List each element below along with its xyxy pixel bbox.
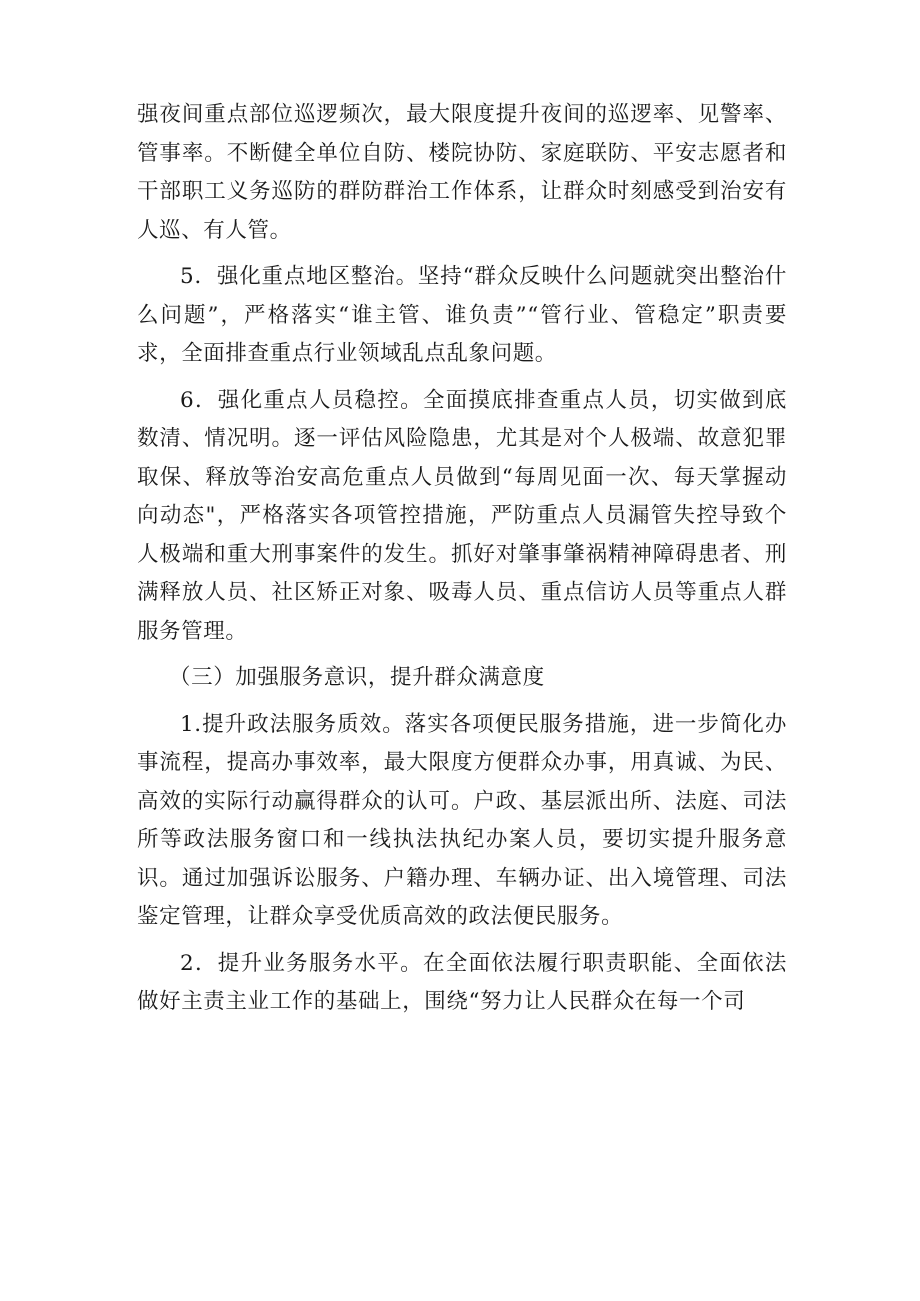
section-heading-3: （三）加强服务意识，提升群众满意度 xyxy=(169,665,545,690)
list-item-2-business-service-level: 2．提升业务服务水平。在全面依法履行职责职能、全面依法做好主责主业工作的基础上，围绕“努力让人民群众在每一个司 xyxy=(137,950,787,1014)
document-body xyxy=(137,96,787,1022)
list-item-5-key-area-rectification: 5．强化重点地区整治。坚持“群众反映什么问题就突出整治什么问题”，严格落实“谁主管、谁负责”“管行业、管稳定”职责要求，全面排查重点行业领域乱点乱象问题。 xyxy=(137,264,787,366)
body-paragraph-continuation: 强夜间重点部位巡逻频次，最大限度提升夜间的巡逻率、见警率、管事率。不断健全单位自防、楼院协防、家庭联防、平安志愿者和干部职工义务巡防的群防群治工作体系，让群众时刻感受到治安有人巡、有人管。 xyxy=(137,102,787,243)
list-item-6-key-personnel-control: 6．强化重点人员稳控。全面摸底排查重点人员，切实做到底数清、情况明。逐一评估风险隐患，尤其是对个人极端、故意犯罪取保、释放等治安高危重点人员做到“每周见面一次、每天掌握动向动态"，严格落实各项管控措施，严防重点人员漏管失控导致个人极端和重大刑事案件的发生。抓好对肇事肇祸精神障碍患者、刑满释放人员、社区矫正对象、吸毒人员、重点信访人员等重点人群服务管理。 xyxy=(137,387,787,644)
list-item-1-legal-service-quality: 1.提升政法服务质效。落实各项便民服务措施，进一步简化办事流程，提高办事效率，最大限度方便群众办事，用真诚、为民、高效的实际行动赢得群众的认可。户政、基层派出所、法庭、司法所等政法服务窗口和一线执法执纪办案人员，要切实提升服务意识。通过加强诉讼服务、户籍办理、车辆办证、出入境管理、司法鉴定管理，让群众享受优质高效的政法便民服务。 xyxy=(137,711,787,929)
